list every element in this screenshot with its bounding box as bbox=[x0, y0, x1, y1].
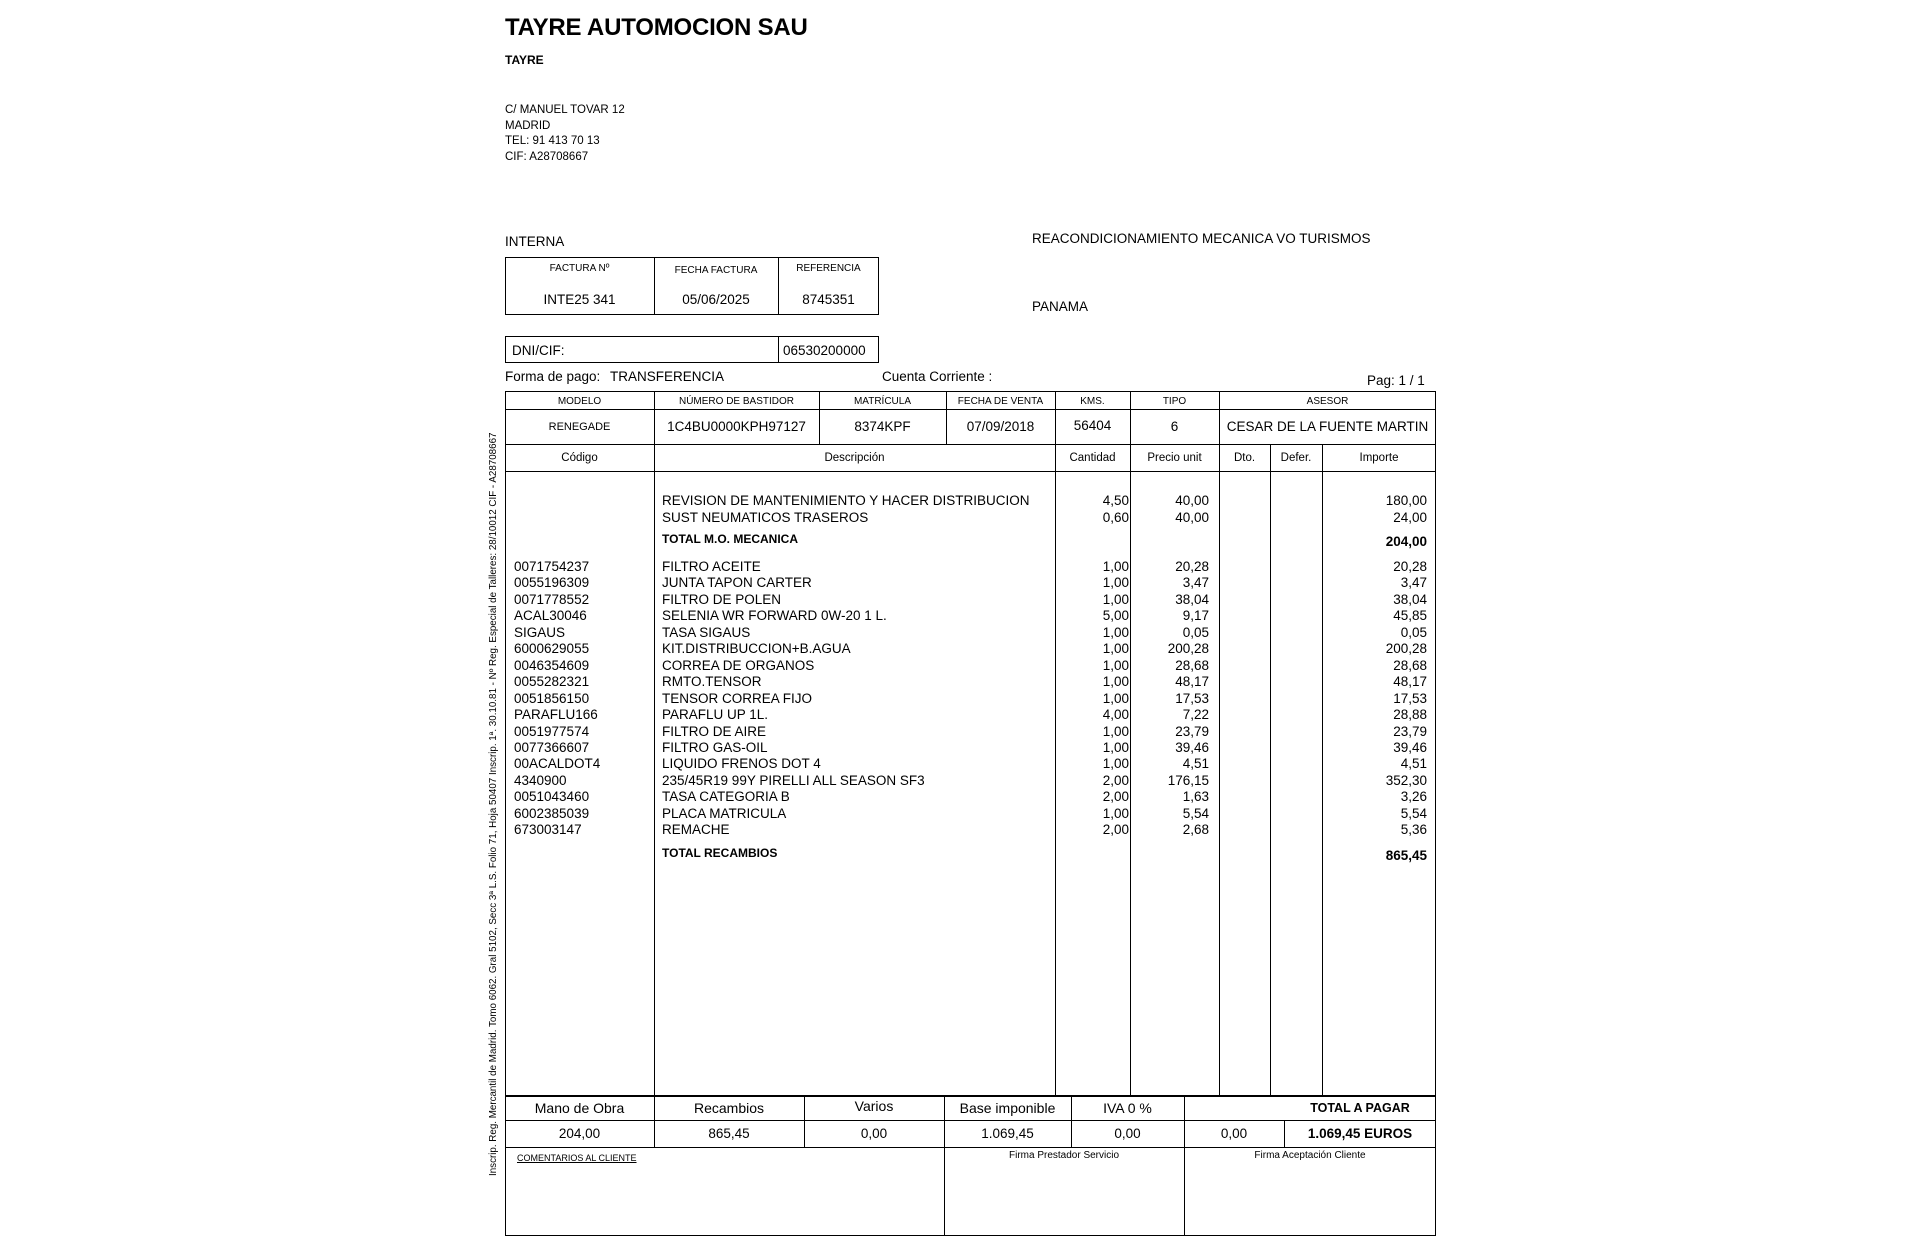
invoice-date-label: FECHA FACTURA bbox=[674, 265, 758, 276]
line-quantity: 5,00 bbox=[1102, 608, 1129, 624]
line-amount: 48,17 bbox=[1393, 674, 1427, 690]
line-description: PLACA MATRICULA bbox=[662, 805, 787, 821]
line-description: SUST NEUMATICOS TRASEROS bbox=[662, 509, 869, 525]
line-item bbox=[505, 510, 1435, 526]
line-code: 673003147 bbox=[514, 822, 582, 838]
line-description: TASA CATEGORIA B bbox=[662, 789, 790, 805]
line-description: 235/45R19 99Y PIRELLI ALL SEASON SF3 bbox=[662, 772, 925, 788]
registry-note: Inscrip. Reg. Mercantil de Madrid. Tomo 6062. Gral 5102, Secc 3ª L.S. Folio 71, Hoja 50407 Inscrip. 1ª. 30.10.81 - Nº Reg. Especial de Talleres: 28/10012 CIF - A28708667 bbox=[488, 432, 499, 1176]
line-unit-price: 1,63 bbox=[1182, 789, 1209, 805]
line-description: FILTRO DE AIRE bbox=[662, 723, 767, 739]
dni-label: DNI/CIF: bbox=[512, 343, 565, 358]
vehicle-advisor: CESAR DE LA FUENTE MARTIN bbox=[1226, 419, 1429, 434]
col-discount-header: Dto. bbox=[1233, 452, 1256, 464]
line-description: TASA SIGAUS bbox=[662, 624, 751, 640]
company-name: TAYRE AUTOMOCION SAU bbox=[505, 14, 808, 41]
line-item bbox=[505, 658, 1435, 674]
line-item bbox=[505, 724, 1435, 740]
line-item bbox=[505, 740, 1435, 756]
summary-labour-label: Mano de Obra bbox=[534, 1100, 625, 1116]
labour-total-row bbox=[505, 532, 1435, 548]
col-code-header: Código bbox=[561, 452, 598, 464]
line-quantity: 1,00 bbox=[1102, 575, 1129, 591]
line-item bbox=[505, 674, 1435, 690]
summary-parts-value: 865,45 bbox=[708, 1126, 750, 1141]
line-code: 0051977574 bbox=[514, 723, 590, 739]
line-code: 0071754237 bbox=[514, 559, 590, 574]
payment-value: TRANSFERENCIA bbox=[610, 369, 725, 384]
line-code: 0051043460 bbox=[514, 789, 590, 805]
parts-total-label: TOTAL RECAMBIOS bbox=[662, 846, 778, 860]
line-unit-price: 0,05 bbox=[1182, 624, 1209, 640]
line-code: 00ACALDOT4 bbox=[514, 756, 601, 772]
line-amount: 24,00 bbox=[1393, 509, 1427, 525]
col-qty-header: Cantidad bbox=[1069, 452, 1116, 464]
line-item bbox=[505, 707, 1435, 723]
line-unit-price: 2,68 bbox=[1182, 822, 1209, 838]
vehicle-kms-header: KMS. bbox=[1080, 396, 1105, 407]
summary-total-label: TOTAL A PAGAR bbox=[1310, 1101, 1410, 1115]
line-amount: 23,79 bbox=[1393, 723, 1427, 739]
line-unit-price: 3,47 bbox=[1182, 575, 1209, 591]
line-amount: 0,05 bbox=[1400, 624, 1427, 640]
line-quantity: 1,00 bbox=[1102, 641, 1129, 657]
line-item bbox=[505, 592, 1435, 608]
line-description: KIT.DISTRIBUCCION+B.AGUA bbox=[662, 641, 851, 657]
summary-misc-label: Varios bbox=[854, 1098, 894, 1114]
invoice-reference-label: REFERENCIA bbox=[796, 263, 861, 274]
summary-taxbase-value: 1.069,45 bbox=[981, 1126, 1034, 1141]
line-unit-price: 48,17 bbox=[1175, 674, 1209, 690]
line-code: 6002385039 bbox=[514, 805, 590, 821]
line-description: FILTRO ACEITE bbox=[662, 559, 761, 574]
line-unit-price: 23,79 bbox=[1175, 723, 1209, 739]
line-unit-price: 200,28 bbox=[1167, 641, 1209, 657]
line-amount: 5,54 bbox=[1400, 805, 1427, 821]
line-description: PARAFLU UP 1L. bbox=[662, 707, 769, 723]
line-code: 0071778552 bbox=[514, 591, 590, 607]
line-code: 4340900 bbox=[514, 772, 567, 788]
line-description: REMACHE bbox=[662, 822, 730, 838]
line-item bbox=[505, 822, 1435, 838]
line-amount: 28,68 bbox=[1393, 657, 1427, 673]
line-item bbox=[505, 773, 1435, 789]
summary-vat-label: IVA 0 % bbox=[1103, 1100, 1152, 1116]
summary-box bbox=[505, 1096, 1436, 1236]
line-unit-price: 38,04 bbox=[1175, 591, 1209, 607]
summary-misc-value: 0,00 bbox=[860, 1126, 888, 1141]
line-quantity: 1,00 bbox=[1102, 805, 1129, 821]
line-amount: 4,51 bbox=[1400, 756, 1427, 772]
vehicle-sale-date-header: FECHA DE VENTA bbox=[957, 396, 1044, 407]
invoice-number: INTE25 341 bbox=[543, 292, 616, 307]
address-line: TEL: 91 413 70 13 bbox=[505, 135, 600, 147]
summary-taxbase-label: Base imponible bbox=[959, 1100, 1056, 1116]
invoice-reference: 8745351 bbox=[802, 292, 855, 307]
col-defer-header: Defer. bbox=[1280, 452, 1312, 464]
address-line: MADRID bbox=[505, 119, 551, 132]
line-amount: 17,53 bbox=[1393, 690, 1427, 706]
client-name: PANAMA bbox=[1032, 299, 1089, 314]
line-unit-price: 39,46 bbox=[1175, 739, 1209, 755]
line-amount: 3,47 bbox=[1400, 575, 1427, 591]
line-quantity: 2,00 bbox=[1102, 822, 1129, 838]
line-amount: 28,88 bbox=[1393, 707, 1427, 723]
line-amount: 180,00 bbox=[1385, 493, 1427, 508]
line-description: RMTO.TENSOR bbox=[662, 674, 762, 690]
line-unit-price: 7,22 bbox=[1182, 707, 1209, 723]
provider-signature-label: Firma Prestador Servicio bbox=[1008, 1150, 1120, 1161]
line-amount: 3,26 bbox=[1400, 789, 1427, 805]
col-amount-header: Importe bbox=[1359, 452, 1399, 464]
line-quantity: 1,00 bbox=[1102, 624, 1129, 640]
vehicle-vin-header: NÚMERO DE BASTIDOR bbox=[678, 396, 794, 407]
address-line: C/ MANUEL TOVAR 12 bbox=[505, 104, 625, 116]
line-code: 0055282321 bbox=[514, 674, 590, 690]
line-description: FILTRO DE POLEN bbox=[662, 591, 782, 607]
parts-total-row bbox=[505, 846, 1435, 862]
line-unit-price: 28,68 bbox=[1175, 657, 1209, 673]
vehicle-model-header: MODELO bbox=[557, 396, 602, 407]
line-quantity: 1,00 bbox=[1102, 674, 1129, 690]
line-description: REVISION DE MANTENIMIENTO Y HACER DISTRIBUCION bbox=[662, 493, 1030, 508]
line-code: SIGAUS bbox=[514, 624, 566, 640]
invoice-type: INTERNA bbox=[505, 234, 565, 249]
vehicle-plate-header: MATRÍCULA bbox=[853, 396, 912, 407]
line-quantity: 4,00 bbox=[1102, 707, 1129, 723]
invoice-date: 05/06/2025 bbox=[682, 292, 750, 307]
summary-total-value: 1.069,45 EUROS bbox=[1307, 1126, 1413, 1141]
col-desc-header: Descripción bbox=[824, 452, 885, 464]
col-price-header: Precio unit bbox=[1147, 452, 1202, 464]
line-quantity: 4,50 bbox=[1102, 493, 1129, 508]
line-amount: 39,46 bbox=[1393, 739, 1427, 755]
dni-value: 06530200000 bbox=[783, 343, 866, 358]
line-quantity: 1,00 bbox=[1102, 591, 1129, 607]
line-quantity: 1,00 bbox=[1102, 559, 1129, 574]
line-item bbox=[505, 756, 1435, 772]
line-code: PARAFLU166 bbox=[514, 707, 598, 723]
payment-label: Forma de pago: bbox=[505, 369, 601, 384]
line-amount: 38,04 bbox=[1393, 591, 1427, 607]
line-unit-price: 4,51 bbox=[1182, 756, 1209, 772]
line-description: FILTRO GAS-OIL bbox=[662, 739, 768, 755]
line-unit-price: 20,28 bbox=[1175, 559, 1209, 574]
line-description: JUNTA TAPON CARTER bbox=[662, 575, 812, 591]
line-amount: 20,28 bbox=[1393, 559, 1427, 574]
line-item bbox=[505, 575, 1435, 591]
line-quantity: 2,00 bbox=[1102, 789, 1129, 805]
line-item bbox=[505, 625, 1435, 641]
line-item bbox=[505, 493, 1435, 509]
company-address bbox=[505, 103, 625, 165]
client-signature-label: Firma Aceptación Cliente bbox=[1254, 1150, 1366, 1161]
line-amount: 352,30 bbox=[1385, 772, 1427, 788]
account-label: Cuenta Corriente : bbox=[882, 369, 993, 384]
invoice-number-label: FACTURA Nº bbox=[549, 263, 610, 274]
page-number: Pag: 1 / 1 bbox=[1367, 373, 1425, 388]
vehicle-plate: 8374KPF bbox=[854, 419, 911, 434]
line-amount: 200,28 bbox=[1385, 641, 1427, 657]
line-code: ACAL30046 bbox=[514, 608, 587, 624]
line-unit-price: 40,00 bbox=[1175, 493, 1209, 508]
line-quantity: 1,00 bbox=[1102, 723, 1129, 739]
line-description: CORREA DE ORGANOS bbox=[662, 657, 815, 673]
line-code: 0077366607 bbox=[514, 739, 590, 755]
line-unit-price: 17,53 bbox=[1175, 690, 1209, 706]
line-item bbox=[505, 789, 1435, 805]
line-code: 0055196309 bbox=[514, 575, 590, 591]
line-item bbox=[505, 641, 1435, 657]
line-quantity: 1,00 bbox=[1102, 756, 1129, 772]
customer-comments-label: COMENTARIOS AL CLIENTE bbox=[517, 1153, 637, 1163]
summary-vat-amount: 0,00 bbox=[1220, 1126, 1248, 1141]
address-line: CIF: A28708667 bbox=[505, 150, 589, 163]
line-unit-price: 40,00 bbox=[1175, 509, 1209, 525]
line-unit-price: 176,15 bbox=[1167, 772, 1209, 788]
line-item bbox=[505, 806, 1435, 822]
line-quantity: 2,00 bbox=[1102, 772, 1129, 788]
line-unit-price: 9,17 bbox=[1182, 608, 1209, 624]
vehicle-vin: 1C4BU0000KPH97127 bbox=[667, 419, 806, 434]
line-amount: 5,36 bbox=[1400, 822, 1427, 838]
summary-labour-value: 204,00 bbox=[558, 1126, 601, 1141]
line-code: 6000629055 bbox=[514, 641, 590, 657]
summary-vat-value: 0,00 bbox=[1114, 1126, 1141, 1141]
line-quantity: 1,00 bbox=[1102, 739, 1129, 755]
parts-total-amount: 865,45 bbox=[1385, 848, 1427, 863]
labour-total-label: TOTAL M.O. MECANICA bbox=[662, 532, 798, 546]
line-item bbox=[505, 559, 1435, 575]
line-item bbox=[505, 608, 1435, 624]
line-description: TENSOR CORREA FIJO bbox=[662, 690, 813, 706]
line-amount: 45,85 bbox=[1393, 608, 1427, 624]
department: REACONDICIONAMIENTO MECANICA VO TURISMOS bbox=[1032, 231, 1371, 246]
vehicle-type-header: TIPO bbox=[1162, 396, 1187, 407]
line-code: 0051856150 bbox=[514, 690, 590, 706]
line-description: SELENIA WR FORWARD 0W-20 1 L. bbox=[662, 608, 887, 624]
line-unit-price: 5,54 bbox=[1182, 805, 1209, 821]
labour-total-amount: 204,00 bbox=[1385, 534, 1427, 549]
vehicle-type: 6 bbox=[1170, 419, 1179, 434]
line-code: 0046354609 bbox=[514, 657, 590, 673]
vehicle-advisor-header: ASESOR bbox=[1306, 396, 1349, 407]
line-quantity: 1,00 bbox=[1102, 690, 1129, 706]
line-description: LIQUIDO FRENOS DOT 4 bbox=[662, 756, 821, 772]
vehicle-model: RENEGADE bbox=[548, 421, 611, 433]
line-item bbox=[505, 691, 1435, 707]
brand-name: TAYRE bbox=[505, 53, 544, 67]
vehicle-kms: 56404 bbox=[1073, 418, 1112, 433]
summary-parts-label: Recambios bbox=[693, 1100, 765, 1116]
vehicle-sale-date: 07/09/2018 bbox=[966, 419, 1035, 434]
line-quantity: 0,60 bbox=[1102, 509, 1129, 525]
line-quantity: 1,00 bbox=[1102, 657, 1129, 673]
